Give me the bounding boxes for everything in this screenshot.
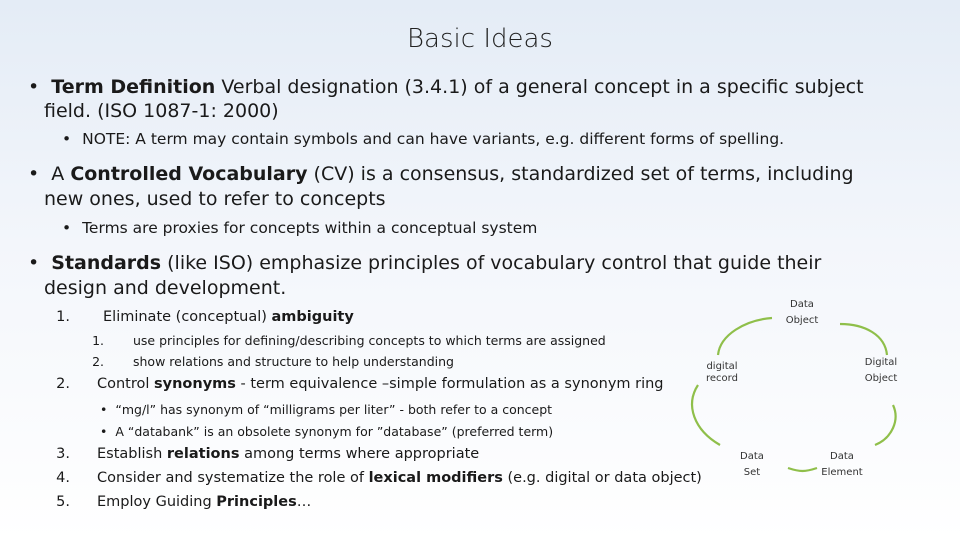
node-label: Object	[785, 315, 819, 326]
synonym-example-2	[100, 424, 553, 439]
bullet-controlled-vocabulary	[28, 163, 854, 185]
cv-prefix: A	[51, 163, 71, 185]
node-label: record	[706, 373, 738, 384]
synonym-example-1	[100, 402, 552, 417]
node-label: Digital	[864, 357, 898, 368]
cv-label: Controlled Vocabulary	[70, 163, 308, 185]
ring-connector	[692, 385, 720, 445]
example-text: A “databank” is an obsolete synonym for ”database” (preferred term)	[115, 424, 554, 439]
sublist-item-2: show relations and structure to help understanding	[133, 354, 454, 369]
item-text: (e.g. digital or data object)	[502, 470, 702, 486]
item-text: among terms where appropriate	[239, 446, 480, 462]
standards-line2: design and development.	[44, 277, 287, 299]
cv-line2: new ones, used to refer to concepts	[44, 188, 386, 210]
bullet-term-definition	[28, 76, 864, 98]
list-number-1: 1.	[56, 309, 70, 325]
ring-connector	[718, 318, 772, 355]
list-item-synonyms	[97, 376, 664, 392]
node-data-element	[818, 451, 866, 478]
node-digital-object	[860, 357, 902, 384]
node-label: digital	[706, 361, 738, 372]
item-text: …	[296, 494, 312, 510]
item-bold: lexical modifiers	[368, 470, 503, 486]
item-bold: ambiguity	[271, 309, 354, 325]
item-text: Eliminate (conceptual)	[103, 309, 272, 325]
standards-label: Standards	[51, 252, 162, 274]
node-digital-record	[700, 361, 744, 385]
item-text: Establish	[97, 446, 167, 462]
ring-connector	[840, 324, 887, 355]
item-text: Control	[97, 376, 155, 392]
bullet-standards	[28, 252, 821, 274]
bullet-dot: •	[62, 130, 72, 148]
node-label: Data	[790, 299, 814, 310]
sublist-item-1: use principles for defining/describing concepts to which terms are assigned	[133, 333, 606, 348]
item-bold: relations	[166, 446, 240, 462]
item-text: Employ Guiding	[97, 494, 217, 510]
item-text: - term equivalence –simple formulation as a synonym ring	[235, 376, 664, 392]
term-definition-line2: field. (ISO 1087-1: 2000)	[44, 100, 279, 122]
node-label: Element	[821, 467, 863, 478]
terms-text: Terms are proxies for concepts within a conceptual system	[82, 219, 538, 237]
term-definition-text: Verbal designation (3.4.1) of a general concept in a specific subject	[215, 76, 864, 98]
terms-subbullet	[62, 219, 537, 237]
ring-connector	[875, 405, 896, 445]
bullet-dot: •	[100, 424, 108, 439]
bullet-dot: •	[28, 76, 40, 98]
node-label: Set	[743, 467, 761, 478]
sublist-number-2: 2.	[92, 354, 104, 369]
note-text: NOTE: A term may contain symbols and can have variants, e.g. different forms of spelling.	[82, 130, 785, 148]
bullet-dot: •	[62, 219, 72, 237]
list-item-principles	[97, 494, 311, 510]
list-number-5: 5.	[56, 494, 70, 510]
list-item-lexical-modifiers	[97, 470, 702, 486]
item-bold: synonyms	[154, 376, 236, 392]
example-text: “mg/l” has synonym of “milligrams per liter” - both refer to a concept	[115, 402, 553, 417]
note-subbullet	[62, 130, 784, 148]
sublist-number-1: 1.	[92, 333, 104, 348]
bullet-dot: •	[28, 252, 40, 274]
cv-text: (CV) is a consensus, standardized set of terms, including	[307, 163, 854, 185]
node-label: Data	[830, 451, 854, 462]
list-number-2: 2.	[56, 376, 70, 392]
page-title: Basic Ideas	[407, 24, 553, 54]
bullet-dot: •	[100, 402, 108, 417]
node-label: Data	[740, 451, 764, 462]
standards-text: (like ISO) emphasize principles of vocabulary control that guide their	[161, 252, 822, 274]
ring-connector	[788, 468, 817, 471]
list-item-ambiguity	[103, 309, 354, 325]
list-number-4: 4.	[56, 470, 70, 486]
term-definition-label: Term Definition	[51, 76, 216, 98]
bullet-dot: •	[28, 163, 40, 185]
item-text: Consider and systematize the role of	[97, 470, 369, 486]
list-item-relations	[97, 446, 479, 462]
list-number-3: 3.	[56, 446, 70, 462]
node-data-object	[782, 299, 822, 326]
node-label: Object	[864, 373, 898, 384]
item-bold: Principles	[216, 494, 297, 510]
node-data-set	[735, 451, 769, 478]
